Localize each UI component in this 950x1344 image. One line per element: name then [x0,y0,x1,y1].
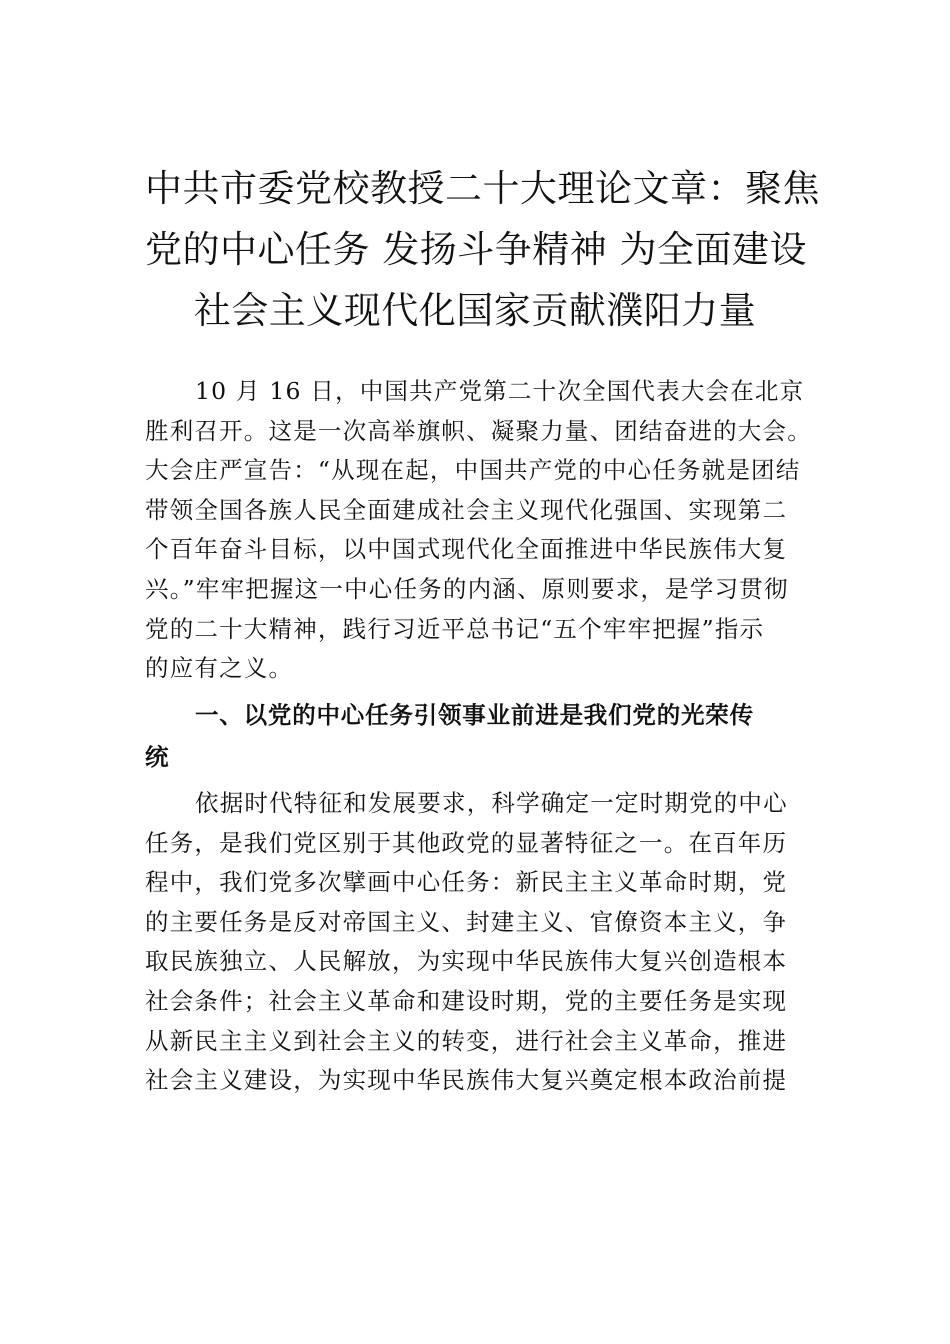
paragraph-line: 任务，是我们党区别于其他政党的显著特征之一。在百年历 [145,828,788,857]
section-paragraph [145,784,805,1101]
paragraph-line: 取民族独立、人民解放，为实现中华民族伟大复兴创造根本 [145,947,788,976]
paragraph-line: 社会条件；社会主义革命和建设时期，党的主要任务是实现 [145,986,788,1015]
paragraph-line: 党的二十大精神，践行习近平总书记“五个牢牢把握”指示 [145,614,765,643]
paragraph-line: 程中，我们党多次擘画中心任务：新民主主义革命时期，党 [145,868,788,897]
paragraph-line: 从新民主主义到社会主义的转变，进行社会主义革命，推进 [145,1026,788,1055]
title-line: 中共市委党校教授二十大理论文章：聚焦 [145,167,820,210]
paragraph-line: 胜利召开。这是一次高举旗帜、凝聚力量、团结奋进的大会。 [145,416,812,445]
heading-line: 一、以党的中心任务引领事业前进是我们党的光荣传 [195,701,754,729]
paragraph-line: 带领全国各族人民全面建成社会主义现代化强国、实现第二 [145,495,788,524]
paragraph-line: 兴。”牢牢把握这一中心任务的内涵、原则要求，是学习贯彻 [145,574,789,603]
title-line: 社会主义现代化国家贡献濮阳力量 [193,289,757,332]
intro-paragraph [145,372,812,689]
paragraph-line: 10 月 16 日，中国共产党第二十次全国代表大会在北京 [195,377,805,405]
paragraph-line: 的应有之义。 [145,654,294,683]
paragraph-line: 个百年奋斗目标，以中国式现代化全面推进中华民族伟大复 [145,535,788,564]
paragraph-line: 依据时代特征和发展要求，科学确定一定时期党的中心 [195,789,788,817]
document-title [145,158,820,341]
paragraph-line: 的主要任务是反对帝国主义、封建主义、官僚资本主义，争 [145,907,788,936]
paragraph-line: 大会庄严宣告：“从现在起，中国共产党的中心任务就是团结 [145,456,801,485]
section-heading [145,694,805,778]
paragraph-line: 社会主义建设，为实现中华民族伟大复兴奠定根本政治前提 [145,1066,788,1095]
heading-line: 统 [145,743,170,771]
title-line: 党的中心任务 发扬斗争精神 为全面建设 [145,228,808,271]
